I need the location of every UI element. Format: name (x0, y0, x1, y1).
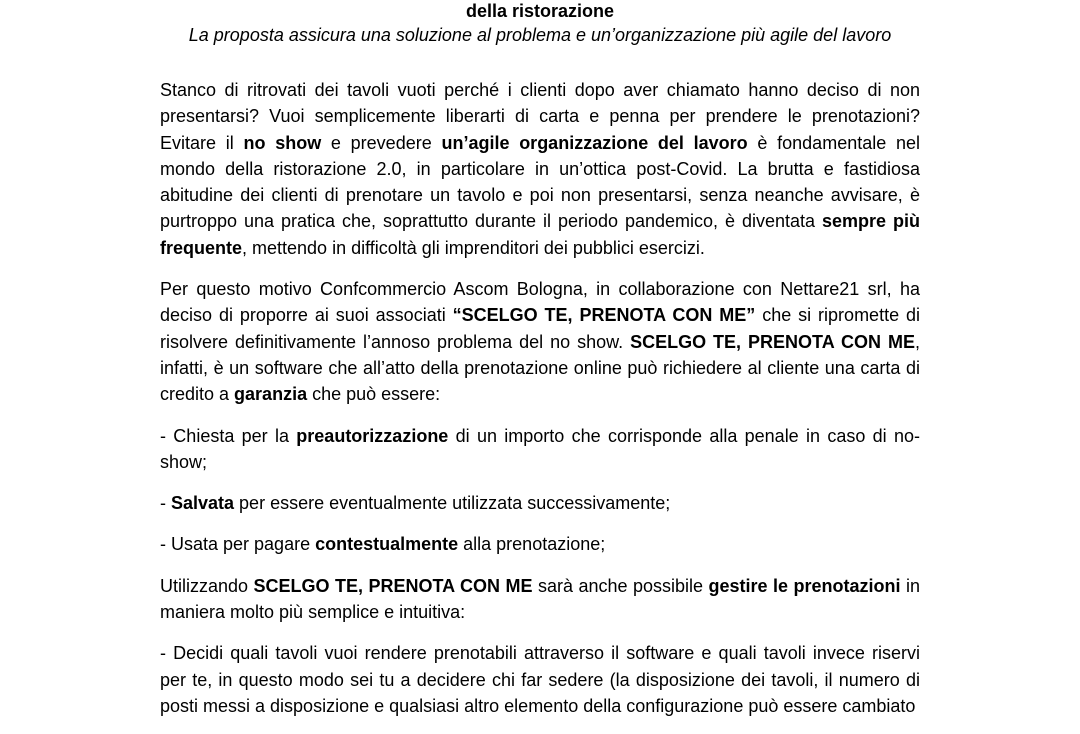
text-run: Stanco di ritrovati dei tavoli vuoti perché i clienti dopo aver chiamato hanno deciso di non presentarsi? Vuoi semplicemente liberarti di carta e penna per prendere le prenotazioni? Evitare il (160, 80, 920, 153)
list-item-preauthorization (160, 423, 920, 476)
text-run: , infatti, è un software che all’atto della prenotazione online può richiedere al cliente una carta di credito a (160, 331, 920, 405)
list-item-saved (160, 490, 920, 516)
bold-run: SCELGO TE, PRENOTA CON ME (630, 331, 915, 352)
bold-run: sempre più frequente (160, 211, 920, 258)
text-run: - Usata per pagare (160, 534, 316, 555)
text-run: - Decidi quali tavoli vuoi rendere prenotabili attraverso il software e quali tavoli invece riservi per te, in questo modo sei tu a decidere chi far sedere (la disposizione dei tavoli, il numero di posti messi a disposizione e qualsiasi altro elemento della configurazione può essere cambiato (160, 643, 920, 716)
text-run: sarà anche possibile (532, 575, 709, 596)
document-title: della ristorazione (465, 1, 615, 21)
text-run: e prevedere (321, 132, 442, 153)
bold-run: SCELGO TE, PRENOTA CON ME (253, 575, 533, 596)
text-run: di un importo che corrisponde alla penale in caso di no-show; (160, 425, 920, 472)
bold-run: no show (243, 132, 322, 153)
text-run: Utilizzando (160, 575, 254, 596)
text-run: che può essere: (307, 384, 441, 405)
list-item-tables (160, 640, 920, 719)
text-run: che si ripromette di risolvere definitivamente l’annoso problema del no show. (160, 305, 921, 352)
bold-run: “SCELGO TE, PRENOTA CON ME” (452, 305, 756, 326)
bold-run: un’agile organizzazione del lavoro (441, 132, 748, 153)
bold-run: contestualmente (315, 534, 459, 555)
document-body (160, 77, 920, 734)
text-run: è fondamentale nel mondo della ristorazione 2.0, in particolare in un’ottica post-Covid. La brutta e fastidiosa abitudine dei clienti di prenotare un tavolo e poi non presentarsi, senza neanche avvisare, è purtroppo una pratica che, soprattutto durante il periodo pandemico, è diventata (160, 132, 920, 232)
text-run: per essere eventualmente utilizzata successivamente; (234, 493, 671, 514)
paragraph-software (160, 276, 920, 407)
paragraph-booking-management (160, 573, 920, 626)
text-run: in maniera molto più semplice e intuitiva: (160, 575, 920, 623)
bold-run: gestire le prenotazioni (708, 575, 901, 596)
text-run: - (160, 493, 171, 514)
bold-run: garanzia (234, 384, 308, 405)
paragraph-intro (160, 77, 920, 261)
document-subtitle: La proposta assicura una soluzione al problema e un’organizzazione più agile del lavoro (188, 25, 892, 45)
text-run: alla prenotazione; (458, 534, 606, 555)
text-run: - Chiesta per la (160, 425, 297, 446)
bold-run: preautorizzazione (296, 425, 449, 446)
list-item-used (160, 531, 920, 557)
bold-run: Salvata (171, 493, 235, 514)
text-run: Per questo motivo Confcommercio Ascom Bologna, in collaborazione con Nettare21 srl, ha deciso di proporre ai suoi associati (160, 279, 920, 326)
text-run: , mettendo in difficoltà gli imprenditori dei pubblici esercizi. (242, 237, 705, 258)
